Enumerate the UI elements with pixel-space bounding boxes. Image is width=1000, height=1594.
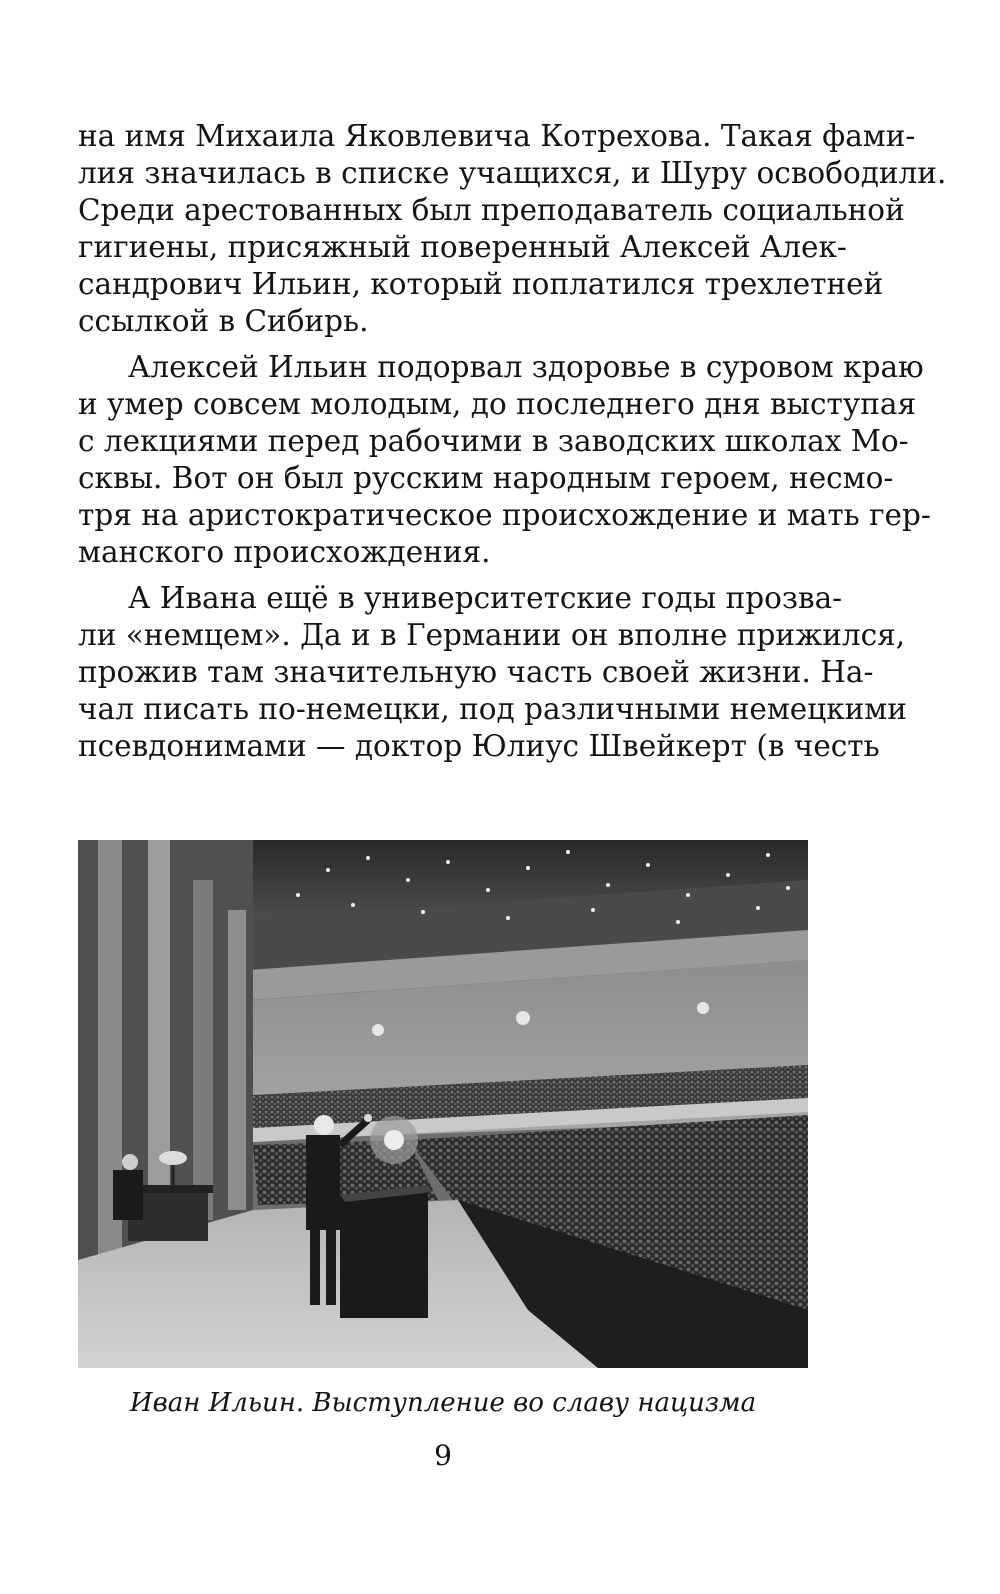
- text-line: сквы. Вот он был русским народным героем, несмо-: [78, 461, 894, 495]
- body-text: [78, 118, 947, 765]
- photo-caption: Иван Ильин. Выступление во славу нацизма: [129, 1388, 757, 1418]
- page-number: 9: [434, 1439, 452, 1472]
- text-line: ссылкой в Сибирь.: [78, 304, 369, 338]
- text-line: тря на аристократическое происхождение и мать гер-: [78, 498, 931, 532]
- text-line: лия значилась в списке учащихся, и Шуру освободили.: [78, 156, 947, 190]
- text-line: на имя Михаила Яковлевича Котрехова. Такая фами-: [78, 119, 916, 153]
- text-line: сандрович Ильин, который поплатился трехлетней: [78, 267, 884, 301]
- text-line: А Ивана ещё в университетские годы прозва-: [128, 581, 843, 615]
- text-line: и умер совсем молодым, до последнего дня выступая: [78, 387, 917, 421]
- text-line: с лекциями перед рабочими в заводских школах Мо-: [78, 424, 909, 458]
- text-line: ли «немцем». Да и в Германии он вполне прижился,: [78, 618, 906, 652]
- text-line: манского происхождения.: [78, 535, 491, 569]
- auditorium-photo-illustration: [78, 840, 808, 1368]
- text-line: псевдонимами — доктор Юлиус Швейкерт (в честь: [78, 729, 880, 763]
- text-line: гигиены, присяжный поверенный Алексей Алек-: [78, 230, 847, 264]
- text-line: Алексей Ильин подорвал здоровье в суровом краю: [128, 350, 924, 384]
- text-line: Среди арестованных был преподаватель социальной: [78, 193, 905, 227]
- auditorium-photo: [78, 840, 808, 1368]
- text-line: прожив там значительную часть своей жизни. На-: [78, 655, 874, 689]
- text-line: чал писать по-немецки, под различными немецкими: [78, 692, 907, 726]
